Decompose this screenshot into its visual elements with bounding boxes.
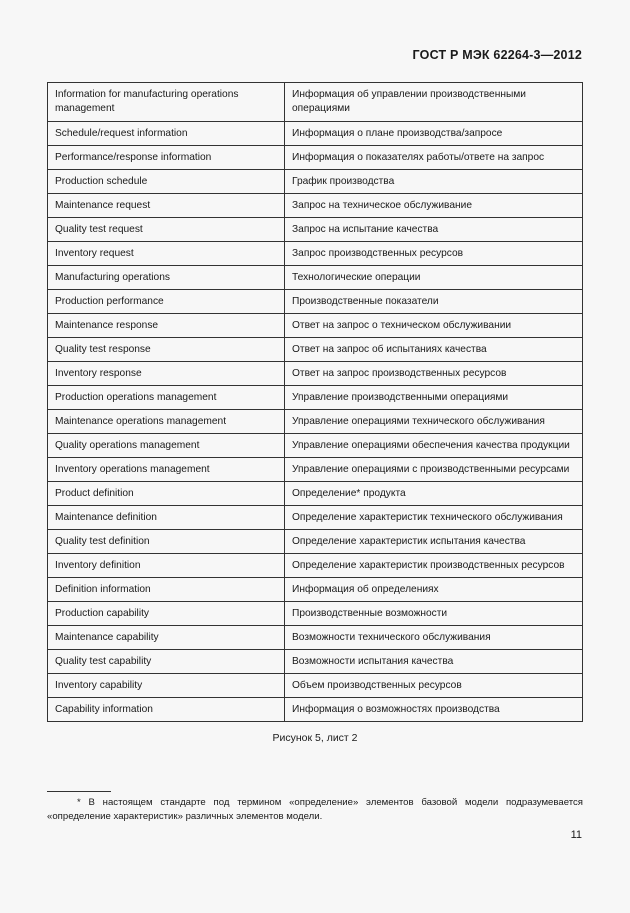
table-row <box>48 410 583 434</box>
term-english: Quality test response <box>48 338 285 362</box>
term-english: Maintenance response <box>48 314 285 338</box>
term-english: Definition information <box>48 578 285 602</box>
table-row <box>48 602 583 626</box>
term-english: Maintenance capability <box>48 626 285 650</box>
figure-caption: Рисунок 5, лист 2 <box>272 732 358 744</box>
table-row <box>48 506 583 530</box>
term-russian: Возможности испытания качества <box>285 650 583 674</box>
term-russian: Информация о плане производства/запросе <box>285 122 583 146</box>
standard-header: ГОСТ Р МЭК 62264-3—2012 <box>412 48 582 62</box>
term-english: Schedule/request information <box>48 122 285 146</box>
term-russian: Управление операциями с производственными ресурсами <box>285 458 583 482</box>
term-russian: Определение характеристик испытания качества <box>285 530 583 554</box>
terms-table <box>47 82 583 722</box>
table-row <box>48 83 583 122</box>
term-english: Inventory response <box>48 362 285 386</box>
term-russian: Производственные показатели <box>285 290 583 314</box>
term-english: Maintenance request <box>48 194 285 218</box>
term-russian: Возможности технического обслуживания <box>285 626 583 650</box>
table-row <box>48 146 583 170</box>
term-english: Capability information <box>48 698 285 722</box>
term-russian: Ответ на запрос о техническом обслуживании <box>285 314 583 338</box>
term-russian: Запрос производственных ресурсов <box>285 242 583 266</box>
table-row <box>48 482 583 506</box>
table-row <box>48 530 583 554</box>
table-row <box>48 386 583 410</box>
term-russian: Объем производственных ресурсов <box>285 674 583 698</box>
term-english: Manufacturing operations <box>48 266 285 290</box>
table-row <box>48 626 583 650</box>
footnote: * В настоящем стандарте под термином «определение» элементов базовой модели подразумевается «определение характеристик» различных элементов модели. <box>47 797 583 822</box>
term-english: Production capability <box>48 602 285 626</box>
table-row <box>48 290 583 314</box>
table-row <box>48 698 583 722</box>
term-russian: Запрос на техническое обслуживание <box>285 194 583 218</box>
table-row <box>48 170 583 194</box>
term-english: Quality test capability <box>48 650 285 674</box>
term-russian: Определение* продукта <box>285 482 583 506</box>
page-number: 11 <box>570 829 582 841</box>
term-english: Production schedule <box>48 170 285 194</box>
term-russian: Информация об определениях <box>285 578 583 602</box>
table-row <box>48 554 583 578</box>
term-english: Maintenance definition <box>48 506 285 530</box>
term-english: Performance/response information <box>48 146 285 170</box>
term-russian: Управление производственными операциями <box>285 386 583 410</box>
term-english: Maintenance operations management <box>48 410 285 434</box>
term-russian: Информация о возможностях производства <box>285 698 583 722</box>
term-english: Quality test definition <box>48 530 285 554</box>
term-english: Inventory operations management <box>48 458 285 482</box>
table-row <box>48 218 583 242</box>
table-row <box>48 458 583 482</box>
term-english: Information for manufacturing operations management <box>48 83 285 122</box>
terms-table-body <box>48 83 583 722</box>
table-row <box>48 266 583 290</box>
table-row <box>48 242 583 266</box>
table-row <box>48 338 583 362</box>
term-russian: Определение характеристик производственных ресурсов <box>285 554 583 578</box>
term-russian: Производственные возможности <box>285 602 583 626</box>
table-row <box>48 362 583 386</box>
term-english: Inventory capability <box>48 674 285 698</box>
term-english: Quality operations management <box>48 434 285 458</box>
table-row <box>48 674 583 698</box>
term-russian: Ответ на запрос производственных ресурсов <box>285 362 583 386</box>
term-russian: Ответ на запрос об испытаниях качества <box>285 338 583 362</box>
term-russian: Информация об управлении производственными операциями <box>285 83 583 122</box>
term-english: Product definition <box>48 482 285 506</box>
term-russian: Технологические операции <box>285 266 583 290</box>
term-english: Inventory request <box>48 242 285 266</box>
table-row <box>48 650 583 674</box>
term-russian: Запрос на испытание качества <box>285 218 583 242</box>
term-english: Quality test request <box>48 218 285 242</box>
table-row <box>48 122 583 146</box>
table-row <box>48 314 583 338</box>
term-russian: Определение характеристик технического обслуживания <box>285 506 583 530</box>
term-russian: Информация о показателях работы/ответе на запрос <box>285 146 583 170</box>
term-russian: График производства <box>285 170 583 194</box>
term-english: Production operations management <box>48 386 285 410</box>
table-row <box>48 194 583 218</box>
table-row <box>48 578 583 602</box>
footnote-rule <box>47 791 111 792</box>
term-russian: Управление операциями технического обслуживания <box>285 410 583 434</box>
term-russian: Управление операциями обеспечения качества продукции <box>285 434 583 458</box>
table-row <box>48 434 583 458</box>
term-english: Inventory definition <box>48 554 285 578</box>
term-english: Production performance <box>48 290 285 314</box>
